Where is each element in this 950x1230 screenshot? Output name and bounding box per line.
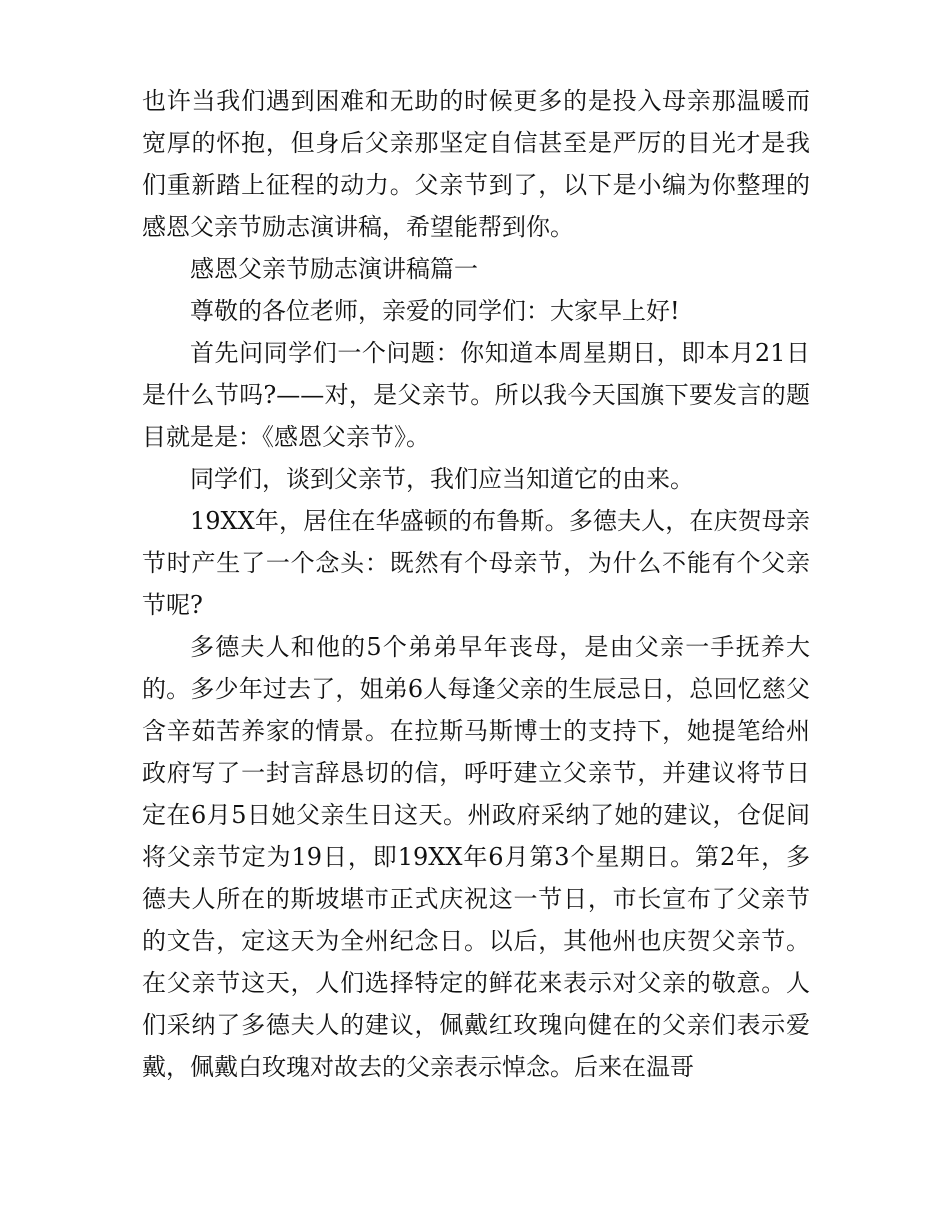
origin-intro-paragraph: 同学们，谈到父亲节，我们应当知道它的由来。 — [190, 465, 694, 493]
intro-paragraph: 也许当我们遇到困难和无助的时候更多的是投入母亲那温暖而宽厚的怀抱，但身后父亲那坚定自信甚至是严厉的目光才是我们重新踏上征程的动力。父亲节到了，以下是小编为你整理的感恩父亲节励志演讲稿，希望能帮到你。 — [142, 87, 810, 241]
greeting-paragraph: 尊敬的各位老师，亲爱的同学们：大家早上好! — [190, 297, 680, 325]
question-paragraph: 首先问同学们一个问题：你知道本周星期日，即本月21日是什么节吗?——对，是父亲节。所以我今天国旗下要发言的题目就是是：《感恩父亲节》。 — [142, 339, 810, 451]
section-title: 感恩父亲节励志演讲稿篇一 — [190, 255, 478, 283]
history-paragraph: 19XX年，居住在华盛顿的布鲁斯。多德夫人，在庆贺母亲节时产生了一个念头：既然有个母亲节，为什么不能有个父亲节呢? — [142, 507, 810, 619]
story-paragraph: 多德夫人和他的5个弟弟早年丧母，是由父亲一手抚养大的。多少年过去了，姐弟6人每逢父亲的生辰忌日，总回忆慈父含辛茹苦养家的情景。在拉斯马斯博士的支持下，她提笔给州政府写了一封言辞恳切的信，呼吁建立父亲节，并建议将节日定在6月5日她父亲生日这天。州政府采纳了她的建议，仓促间将父亲节定为19日，即19XX年6月第3个星期日。第2年，多德夫人所在的斯坡堪市正式庆祝这一节日，市长宣布了父亲节的文告，定这天为全州纪念日。以后，其他州也庆贺父亲节。在父亲节这天，人们选择特定的鲜花来表示对父亲的敬意。人们采纳了多德夫人的建议，佩戴红玫瑰向健在的父亲们表示爱戴，佩戴白玫瑰对故去的父亲表示悼念。后来在温哥 — [142, 633, 810, 1081]
document-body — [142, 80, 810, 1088]
